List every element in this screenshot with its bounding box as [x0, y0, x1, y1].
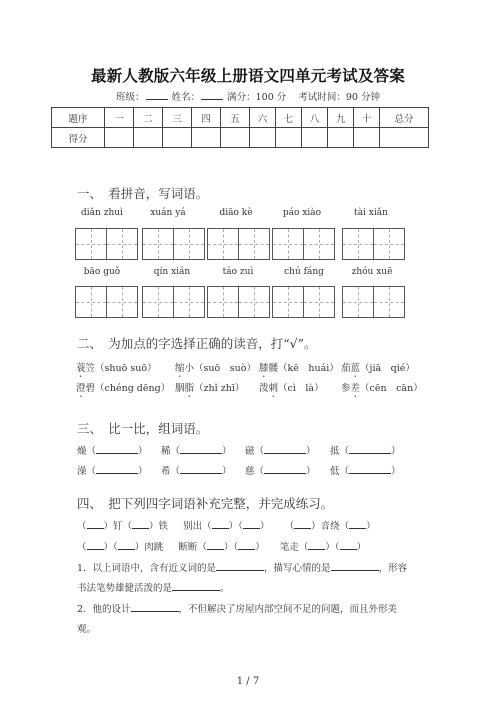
idiom-row [77, 518, 376, 532]
answer-blank[interactable] [264, 443, 306, 454]
answer-blank[interactable] [349, 443, 391, 454]
answer-blank[interactable] [308, 539, 325, 550]
section2-heading: 二、 为加点的字选择正确的读音，打“√”。 [77, 336, 317, 351]
name-label: 姓名： [171, 92, 201, 103]
table-header: 一 [105, 108, 134, 128]
question-1 [77, 560, 407, 574]
compare-item[interactable] [245, 443, 316, 457]
idiom-text: （ [77, 521, 87, 532]
answer-blank[interactable] [96, 463, 138, 474]
answer-blank[interactable] [180, 443, 222, 454]
compare-char: 抵（ [330, 446, 350, 457]
compare-char: 燥（ [77, 446, 97, 457]
table-header: 七 [276, 108, 302, 128]
question-text: 书法笔势雄健活泼的是 [77, 583, 173, 594]
table-header: 十 [354, 108, 380, 128]
bracket: ） [222, 446, 232, 457]
dotted-char: 蓑 [76, 363, 86, 374]
table-header: 八 [302, 108, 328, 128]
bracket: ） [222, 466, 232, 477]
answer-blank[interactable] [331, 560, 379, 571]
answer-blank[interactable] [96, 443, 138, 454]
answer-blank[interactable] [118, 539, 135, 550]
reading-choice[interactable] [341, 360, 415, 380]
writing-cell[interactable] [143, 229, 173, 259]
table-header: 五 [221, 108, 250, 128]
writing-cell[interactable] [208, 287, 238, 317]
question-text: 。 [220, 583, 230, 594]
answer-blank[interactable] [87, 518, 104, 529]
answer-blank[interactable] [172, 580, 220, 591]
compare-item[interactable] [77, 463, 148, 477]
bracket: ） [391, 446, 401, 457]
answer-blank[interactable] [131, 601, 179, 612]
time-label: 考试时间：90 分钟 [298, 92, 380, 103]
dotted-char: 澄 [76, 383, 86, 394]
score-cell[interactable] [276, 128, 302, 148]
dotted-char: 蓝 [350, 363, 361, 374]
idiom-text: ）音绕（ [311, 521, 350, 532]
question-text: 观。 [77, 624, 97, 635]
choice-text: 髅（kē huái） [268, 363, 339, 374]
idiom-text: ） [259, 521, 270, 532]
answer-blank[interactable] [132, 518, 149, 529]
writing-cell[interactable] [273, 229, 303, 259]
writing-cell[interactable] [273, 287, 303, 317]
question-text: 1．以上词语中，含有近义词的是 [77, 563, 217, 574]
pinyin-label: diāo kè [219, 208, 253, 218]
writing-cell[interactable] [76, 229, 106, 259]
score-table-score-row [52, 128, 429, 148]
reading-choice[interactable] [259, 380, 324, 400]
score-cell[interactable] [105, 128, 134, 148]
writing-cell[interactable] [343, 229, 373, 259]
question-1-cont [77, 580, 230, 594]
bracket: ） [306, 466, 316, 477]
score-cell[interactable] [250, 128, 276, 148]
compare-char: 磁（ [245, 446, 265, 457]
score-cell[interactable] [134, 128, 163, 148]
pinyin-label: bāo guǒ [83, 267, 121, 277]
answer-blank[interactable] [212, 518, 229, 529]
bracket: ） [138, 466, 148, 477]
table-header: 四 [192, 108, 221, 128]
idiom-text: ）铁 [149, 521, 169, 532]
choice-text: 胭 [175, 383, 185, 394]
dotted-char: 脂 [184, 383, 195, 394]
writing-box[interactable] [75, 286, 138, 318]
question-2 [77, 601, 397, 615]
idiom-row [77, 539, 366, 553]
writing-cell[interactable] [343, 287, 373, 317]
score-cell[interactable] [192, 128, 221, 148]
table-header: 六 [250, 108, 276, 128]
compare-char: 稀（ [161, 446, 181, 457]
pinyin-label: chú fáng [284, 267, 324, 277]
writing-box[interactable] [142, 228, 205, 260]
reading-choice[interactable] [76, 360, 157, 380]
writing-cell[interactable] [106, 229, 137, 259]
answer-blank[interactable] [349, 463, 391, 474]
idiom-text: ）（ [325, 542, 340, 553]
idiom-text: ）（ [103, 542, 118, 553]
pinyin-label: táo zuì [222, 267, 254, 277]
writing-box[interactable] [272, 286, 335, 318]
bracket: ） [306, 446, 316, 457]
writing-cell[interactable] [106, 287, 137, 317]
compare-item[interactable] [330, 463, 401, 477]
section4-heading: 四、 把下列四字词语补充完整，并完成练习。 [77, 496, 334, 511]
idiom-text: ）肉跳 [134, 542, 164, 553]
writing-box[interactable] [207, 286, 270, 318]
writing-cell[interactable] [303, 287, 334, 317]
compare-item[interactable] [330, 443, 401, 457]
choice-text: 笠（shuō suō） [85, 363, 157, 374]
reading-choice[interactable] [76, 380, 170, 400]
writing-box[interactable] [142, 286, 205, 318]
class-blank[interactable] [146, 90, 168, 100]
choice-text: （jiā qié） [360, 363, 415, 374]
idiom-text: ）（ [223, 542, 239, 553]
table-header: 九 [328, 108, 354, 128]
page-title: 最新人教版六年级上册语文四单元考试及答案 [90, 67, 405, 85]
table-header: 二 [134, 108, 163, 128]
choice-text: 茄 [341, 363, 351, 374]
compare-item[interactable] [77, 443, 148, 457]
compare-item[interactable] [161, 463, 232, 477]
question-text: ，描写心情的是 [264, 563, 331, 574]
dotted-char: 刺 [268, 383, 279, 394]
idiom-text: 别出（ [183, 521, 212, 532]
choice-text: （cì là） [278, 383, 324, 394]
answer-blank[interactable] [349, 518, 366, 529]
writing-box[interactable] [342, 228, 405, 260]
writing-cell[interactable] [238, 229, 269, 259]
choice-text: （cēn cān） [360, 383, 423, 394]
dotted-char: 膝 [259, 363, 269, 374]
score-table [51, 107, 429, 148]
score-cell[interactable] [354, 128, 380, 148]
answer-blank[interactable] [264, 463, 306, 474]
section1-heading: 一、 看拼音，写词语。 [77, 186, 209, 201]
choice-text: 小（suō suò） [184, 363, 256, 374]
reading-choice[interactable] [175, 360, 256, 380]
idiom-text: ） [255, 542, 265, 553]
answer-blank[interactable] [207, 539, 224, 550]
answer-blank[interactable] [340, 539, 357, 550]
dotted-char: 缩 [175, 363, 185, 374]
compare-char: 希（ [161, 466, 181, 477]
idiom-text: ）钉（ [103, 521, 133, 532]
writing-cell[interactable] [373, 229, 404, 259]
idiom-text: ） [366, 521, 376, 532]
pinyin-label: diǎn zhuì [81, 208, 123, 218]
writing-cell[interactable] [143, 287, 173, 317]
name-blank[interactable] [201, 90, 223, 100]
writing-box[interactable] [75, 228, 138, 260]
reading-choice[interactable] [175, 380, 244, 400]
writing-cell[interactable] [76, 287, 106, 317]
exam-info [0, 89, 496, 103]
answer-blank[interactable] [294, 518, 311, 529]
reading-choice[interactable] [341, 380, 423, 400]
writing-box[interactable] [207, 228, 270, 260]
bracket: ） [391, 466, 401, 477]
compare-item[interactable] [245, 463, 316, 477]
class-label: 班级： [116, 92, 145, 103]
row-label: 得分 [52, 128, 105, 148]
idiom-text: 笔走（ [279, 542, 309, 553]
table-header: 总分 [380, 108, 429, 128]
compare-char: 低（ [330, 466, 350, 477]
answer-blank[interactable] [87, 539, 104, 550]
score-cell[interactable] [328, 128, 354, 148]
score-cell[interactable] [221, 128, 250, 148]
compare-char: 澡（ [77, 466, 97, 477]
writing-cell[interactable] [173, 229, 204, 259]
compare-char: 慈（ [245, 466, 265, 477]
writing-box[interactable] [272, 228, 335, 260]
pinyin-label: xuán yá [150, 208, 186, 218]
table-header: 题序 [52, 108, 105, 128]
choice-text: 碧（chéng dēng） [85, 383, 171, 394]
writing-cell[interactable] [173, 287, 204, 317]
pinyin-label: zhóu xuē [351, 267, 393, 277]
question-2-cont [77, 621, 96, 635]
score-label: 满分：100 分 [227, 92, 287, 103]
pinyin-label: páo xiào [282, 208, 322, 218]
writing-cell[interactable] [238, 287, 269, 317]
page-number: 1 / 7 [236, 676, 260, 687]
choice-text: （zhǐ zhī） [194, 383, 245, 394]
idiom-text: ） [356, 542, 367, 553]
choice-text: 参 [341, 383, 351, 394]
idiom-text: ）（ [228, 521, 243, 532]
score-cell[interactable] [163, 128, 192, 148]
dotted-char: 差 [350, 383, 361, 394]
idiom-text: 断断（ [178, 542, 207, 553]
pinyin-label: tài xiǎn [354, 208, 388, 218]
writing-cell[interactable] [303, 229, 334, 259]
compare-item[interactable] [161, 443, 232, 457]
score-cell[interactable] [380, 128, 429, 148]
pinyin-label: qín xián [153, 267, 191, 277]
writing-box[interactable] [342, 286, 405, 318]
section3-heading: 三、 比一比，组词语。 [77, 421, 209, 436]
idiom-text: （ [284, 521, 295, 532]
question-text: 2．他的设计 [77, 604, 131, 615]
score-table-header-row [52, 108, 429, 128]
reading-choice[interactable] [259, 360, 339, 380]
writing-cell[interactable] [373, 287, 404, 317]
answer-blank[interactable] [238, 539, 255, 550]
score-cell[interactable] [302, 128, 328, 148]
answer-blank[interactable] [216, 560, 264, 571]
question-text: ，不但解决了房屋内部空间不足的问题，而且外形美 [178, 604, 398, 615]
choice-text: 泼 [259, 383, 269, 394]
answer-blank[interactable] [243, 518, 260, 529]
question-text: ，形容 [378, 563, 408, 574]
table-header: 三 [163, 108, 192, 128]
bracket: ） [138, 446, 148, 457]
writing-cell[interactable] [208, 229, 238, 259]
idiom-text: （ [77, 542, 87, 553]
answer-blank[interactable] [180, 463, 222, 474]
